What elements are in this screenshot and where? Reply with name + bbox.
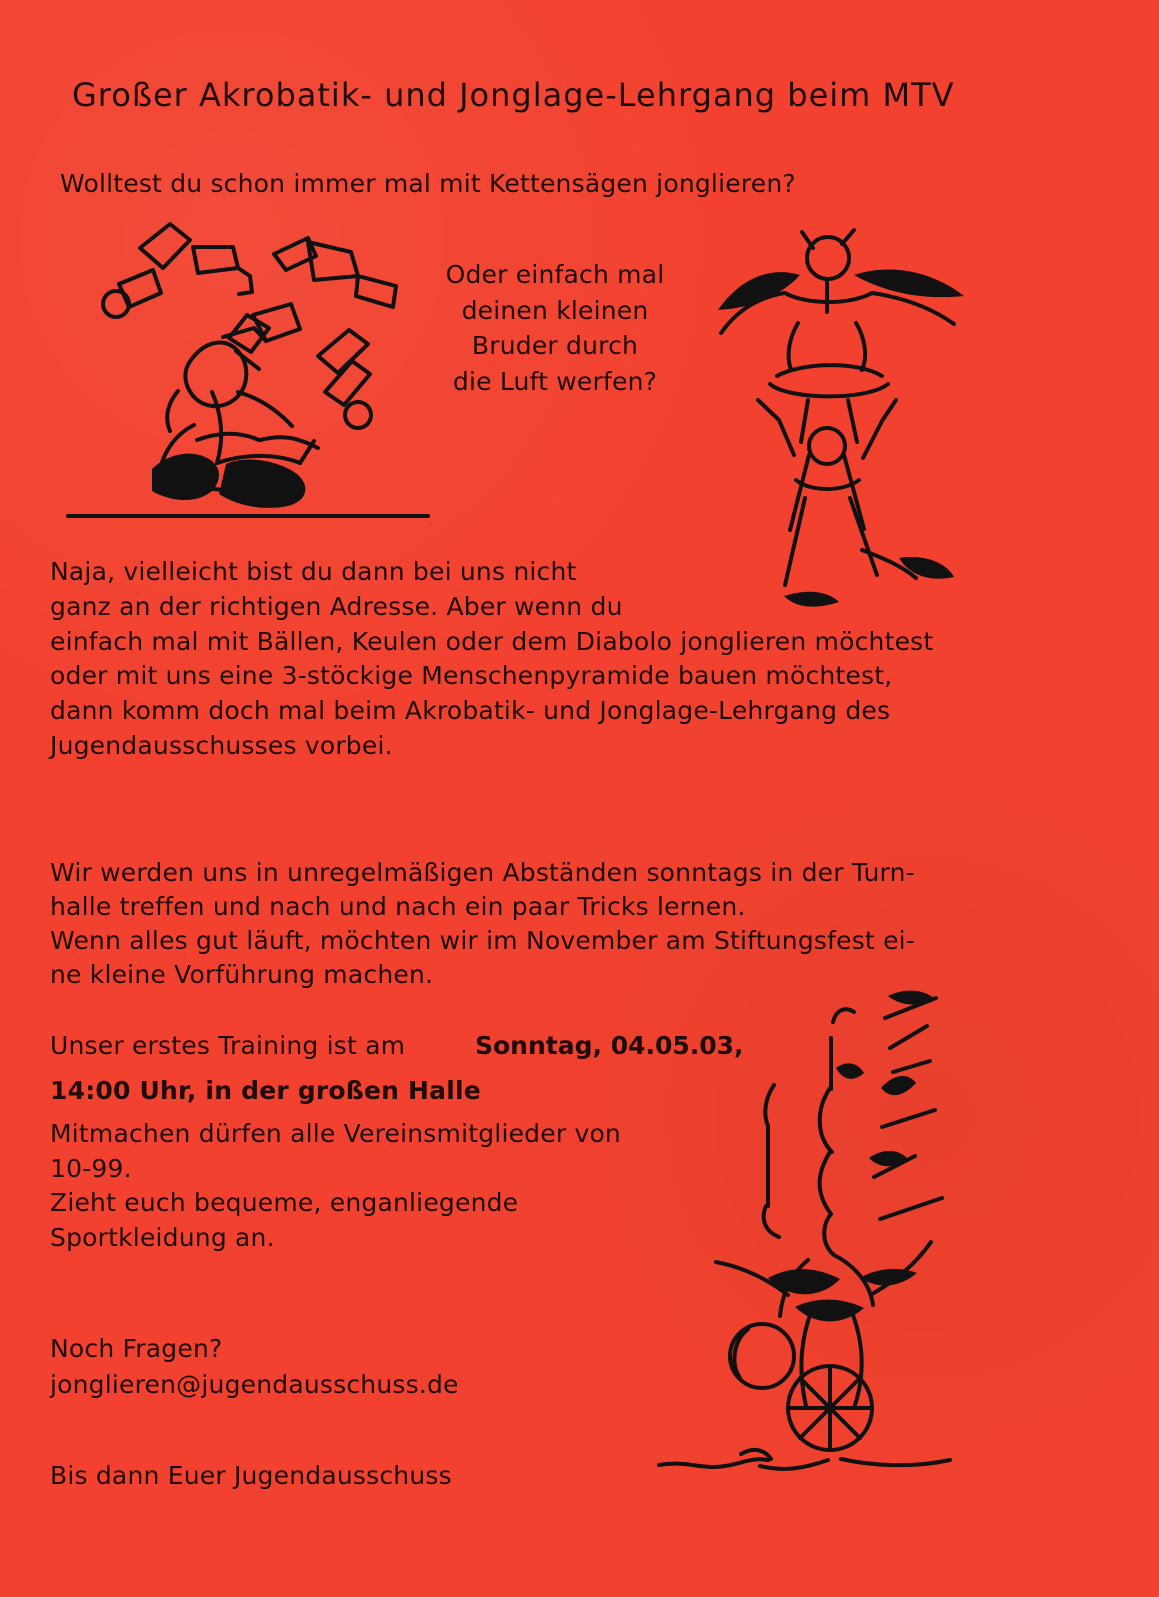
middle-question: Oder einfach mal deinen kleinen Bruder durch die Luft werfen?: [445, 260, 665, 396]
training-place: 14:00 Uhr, in der großen Halle: [50, 1076, 481, 1105]
paragraph-details: Mitmachen dürfen alle Vereinsmitglieder von 10-99. Zieht euch bequeme, enganliegende Sportkleidung an.: [50, 1119, 621, 1252]
training-date: Sonntag, 04.05.03,: [475, 1031, 744, 1060]
closing-line: Bis dann Euer Jugendausschuss: [50, 1461, 452, 1490]
contact-block: Noch Fragen? jonglieren@jugendausschuss.de: [50, 1334, 459, 1400]
chainsaw-juggler-icon: [68, 212, 428, 522]
paragraph-schedule: Wir werden uns in unregelmäßigen Abständen sonntags in der Turn- halle treffen und nach und nach ein paar Tricks lernen. Wenn alles gut läuft, möchten wir im November am Stiftungsfest ei- ne kleine Vorführung machen.: [50, 858, 916, 989]
training-intro: Unser erstes Training ist am: [50, 1031, 406, 1060]
unicycle-juggler-icon: [650, 978, 980, 1478]
intro-question: Wolltest du schon immer mal mit Kettensägen jonglieren?: [60, 169, 796, 198]
acrobat-lift-icon: [718, 220, 978, 610]
flyer-title: Großer Akrobatik- und Jonglage-Lehrgang beim MTV: [72, 76, 955, 114]
paragraph-intro: Naja, vielleicht bist du dann bei uns nicht ganz an der richtigen Adresse. Aber wenn du einfach mal mit Bällen, Keulen oder dem Diabolo jonglieren möchtest oder mit uns eine 3-stöckige Menschenpyramide bauen möchtest, dann komm doch mal beim Akrobatik- und Jonglage-Lehrgang des Jugendausschusses vorbei.: [50, 557, 934, 760]
